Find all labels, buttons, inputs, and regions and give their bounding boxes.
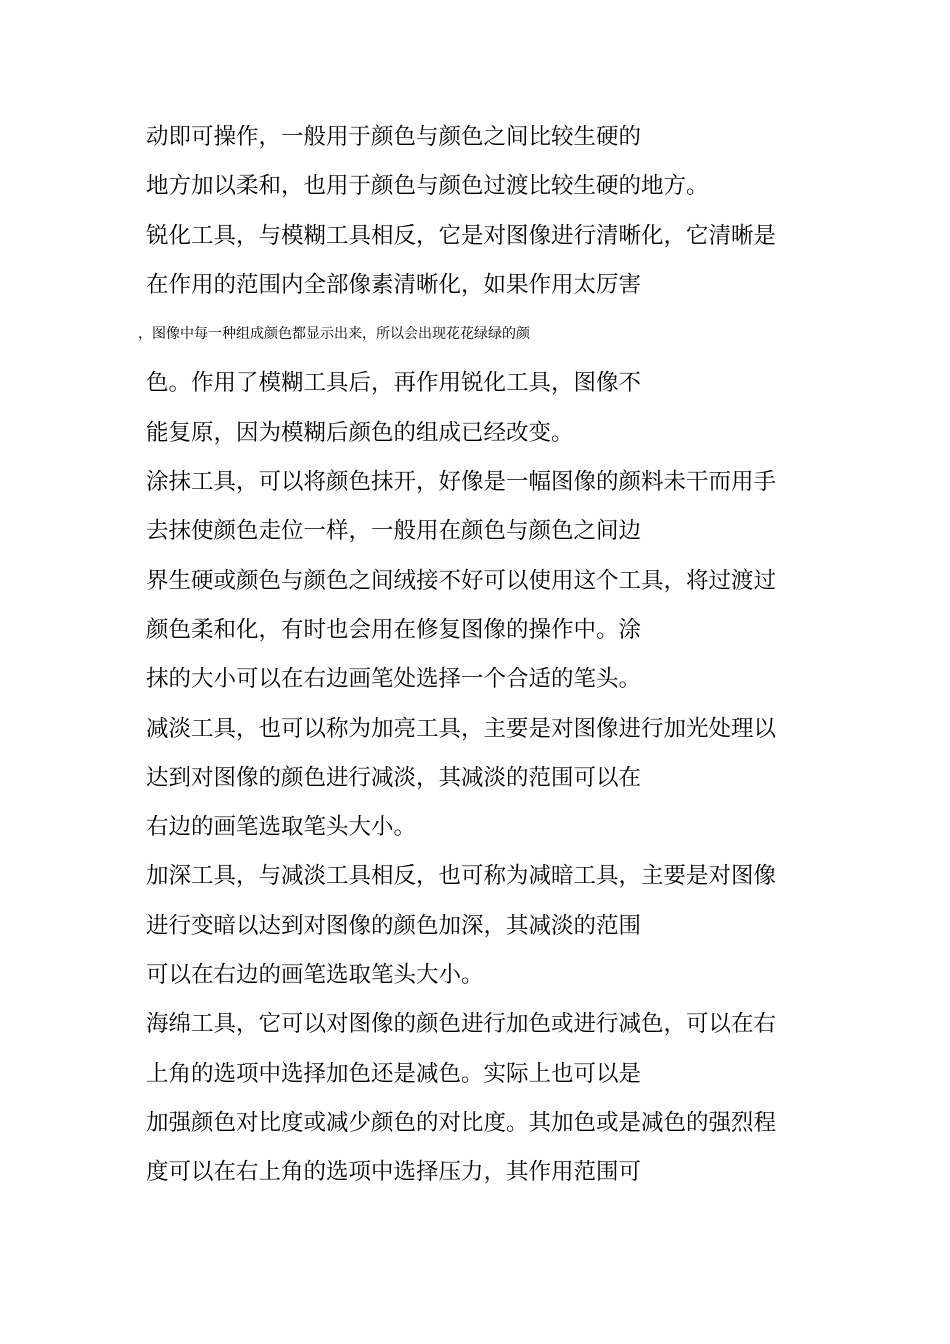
text-line: 动即可操作，一般用于颜色与颜色之间比较生硬的 — [146, 124, 642, 150]
text-line: 在作用的范围内全部像素清晰化，如果作用太厉害 — [146, 271, 642, 298]
text-line: 锐化工具，与模糊工具相反，它是对图像进行清晰化，它清晰是 — [146, 222, 777, 249]
text-line: 颜色柔和化，有时也会用在修复图像的操作中。涂 — [146, 616, 642, 643]
text-line: 度可以在右上角的选项中选择压力，其作用范围可 — [146, 1159, 642, 1186]
text-line: 减淡工具，也可以称为加亮工具，主要是对图像进行加光处理以 — [146, 715, 777, 742]
text-line: 可以在右边的画笔选取笔头大小。 — [146, 962, 484, 989]
text-line: 去抹使颜色走位一样，一般用在颜色与颜色之间边 — [146, 518, 642, 545]
text-line: ，图像中每一种组成颜色都显示出来，所以会出现花花绿绿的颜 — [138, 326, 530, 343]
text-line: 达到对图像的颜色进行减淡，其减淡的范围可以在 — [146, 764, 642, 791]
text-line: 加强颜色对比度或减少颜色的对比度。其加色或是减色的强烈程 — [146, 1109, 777, 1136]
text-line: 进行变暗以达到对图像的颜色加深，其减淡的范围 — [146, 912, 642, 939]
text-line: 上角的选项中选择加色还是减色。实际上也可以是 — [146, 1060, 642, 1087]
text-line: 右边的画笔选取笔头大小。 — [146, 814, 417, 841]
text-line: 界生硬或颜色与颜色之间绒接不好可以使用这个工具，将过渡过 — [146, 567, 777, 594]
text-line: 海绵工具，它可以对图像的颜色进行加色或进行减色，可以在右 — [146, 1011, 777, 1038]
text-line: 抹的大小可以在右边画笔处选择一个合适的笔头。 — [146, 666, 642, 693]
document-text-body — [138, 113, 846, 1198]
text-line: 色。作用了模糊工具后，再作用锐化工具，图像不 — [146, 370, 642, 397]
text-line: 涂抹工具，可以将颜色抹开，好像是一幅图像的颜料未干而用手 — [146, 469, 777, 496]
text-line: 能复原，因为模糊后颜色的组成已经改变。 — [146, 419, 574, 446]
text-line: 加深工具，与减淡工具相反，也可称为减暗工具，主要是对图像 — [146, 863, 777, 890]
text-line: 地方加以柔和，也用于颜色与颜色过渡比较生硬的地方。 — [146, 173, 709, 200]
